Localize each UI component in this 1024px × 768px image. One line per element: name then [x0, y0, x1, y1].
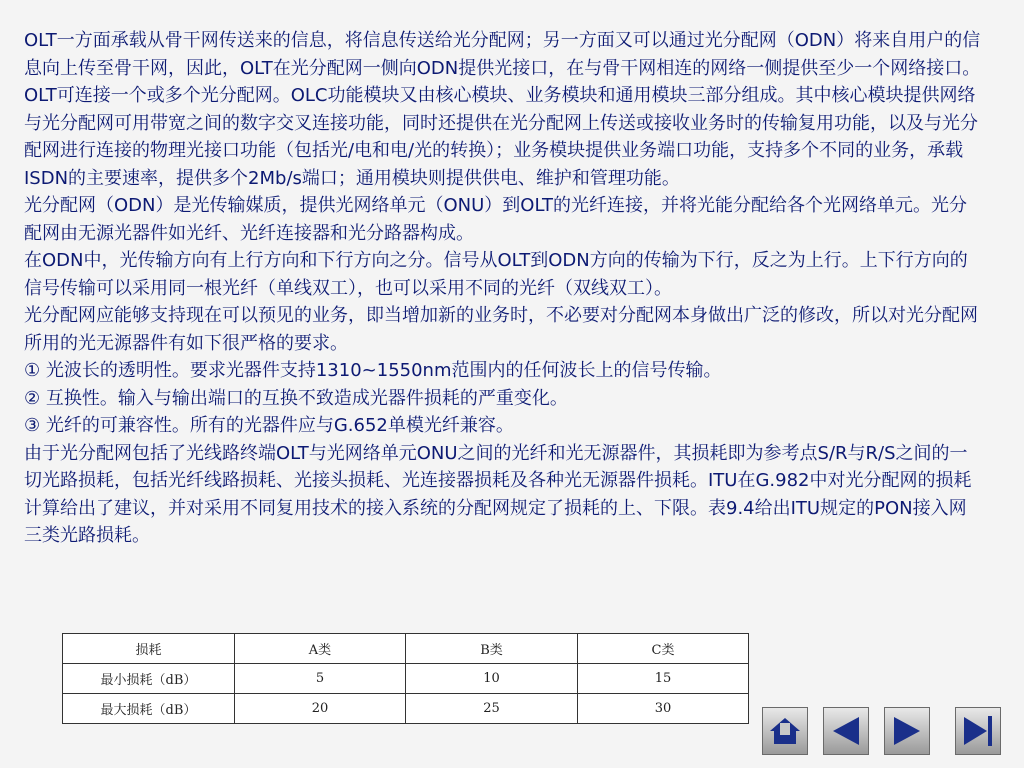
table-row [63, 664, 749, 694]
table-cell: 5 [235, 664, 406, 694]
body-text [24, 27, 984, 550]
home-icon [768, 715, 802, 747]
header-cell-loss: 损耗 [63, 634, 235, 664]
table-cell: 30 [578, 694, 749, 724]
requirement-3: ③ 光纤的可兼容性。所有的光器件应与G.652单模光纤兼容。 [24, 415, 514, 436]
table-cell: 10 [406, 664, 578, 694]
table-cell: 20 [235, 694, 406, 724]
home-button[interactable] [762, 707, 808, 755]
requirement-1: ① 光波长的透明性。要求光器件支持1310~1550nm范围内的任何波长上的信号传输。 [24, 360, 722, 381]
prev-button[interactable] [823, 707, 869, 755]
paragraph-loss: 由于光分配网包括了光线路终端OLT与光网络单元ONU之间的光纤和光无源器件，其损耗即为参考点S/R与R/S之间的一切光路损耗，包括光纤线路损耗、光接头损耗、光连接器损耗及各种光无源器件损耗。ITU在G.982中对光分配网的损耗计算给出了建议，并对采用不同复用技术的接入系统的分配网规定了损耗的上、下限。表9.4给出ITU规定的PON接入网三类光路损耗。 [24, 442, 972, 546]
table-cell: 最小损耗（dB） [63, 664, 235, 694]
loss-table [62, 633, 749, 724]
paragraph-olt: OLT一方面承载从骨干网传送来的信息，将信息传送给光分配网；另一方面又可以通过光分配网（ODN）将来自用户的信息向上传至骨干网，因此，OLT在光分配网一侧向ODN提供光接口，在与骨干网相连的网络一侧提供至少一个网络接口。OLT可连接一个或多个光分配网。OLC功能模块又由核心模块、业务模块和通用模块三部分组成。其中核心模块提供网络与光分配网可用带宽之间的数字交叉连接功能，同时还提供在光分配网上传送或接收业务时的传输复用功能，以及与光分配网进行连接的物理光接口功能（包括光/电和电/光的转换）；业务模块提供业务端口功能，支持多个不同的业务，承载ISDN的主要速率，提供多个2Mb/s端口；通用模块则提供供电、维护和管理功能。 [24, 30, 981, 189]
paragraph-requirements: 光分配网应能够支持现在可以预见的业务，即当增加新的业务时，不必要对分配网本身做出广泛的修改，所以对光分配网所用的光无源器件有如下很严格的要求。 [24, 305, 978, 354]
table-row [63, 694, 749, 724]
prev-arrow-icon [829, 714, 863, 748]
table-cell: 最大损耗（dB） [63, 694, 235, 724]
header-cell-b: B类 [406, 634, 578, 664]
paragraph-odn: 光分配网（ODN）是光传输媒质，提供光网络单元（ONU）到OLT的光纤连接，并将光能分配给各个光网络单元。光分配网由无源光器件如光纤、光纤连接器和光分路器构成。 [24, 195, 968, 244]
next-button[interactable] [884, 707, 930, 755]
table-cell: 15 [578, 664, 749, 694]
table-header-row [63, 634, 749, 664]
header-cell-a: A类 [235, 634, 406, 664]
header-cell-c: C类 [578, 634, 749, 664]
next-arrow-icon [890, 714, 924, 748]
table-cell: 25 [406, 694, 578, 724]
requirement-2: ② 互换性。输入与输出端口的互换不致造成光器件损耗的严重变化。 [24, 387, 568, 409]
end-button[interactable] [955, 707, 1001, 755]
paragraph-direction: 在ODN中，光传输方向有上行方向和下行方向之分。信号从OLT到ODN方向的传输为下行，反之为上行。上下行方向的信号传输可以采用同一根光纤（单线双工），也可以采用不同的光纤（双线双工）。 [24, 250, 968, 299]
end-icon [961, 714, 995, 748]
